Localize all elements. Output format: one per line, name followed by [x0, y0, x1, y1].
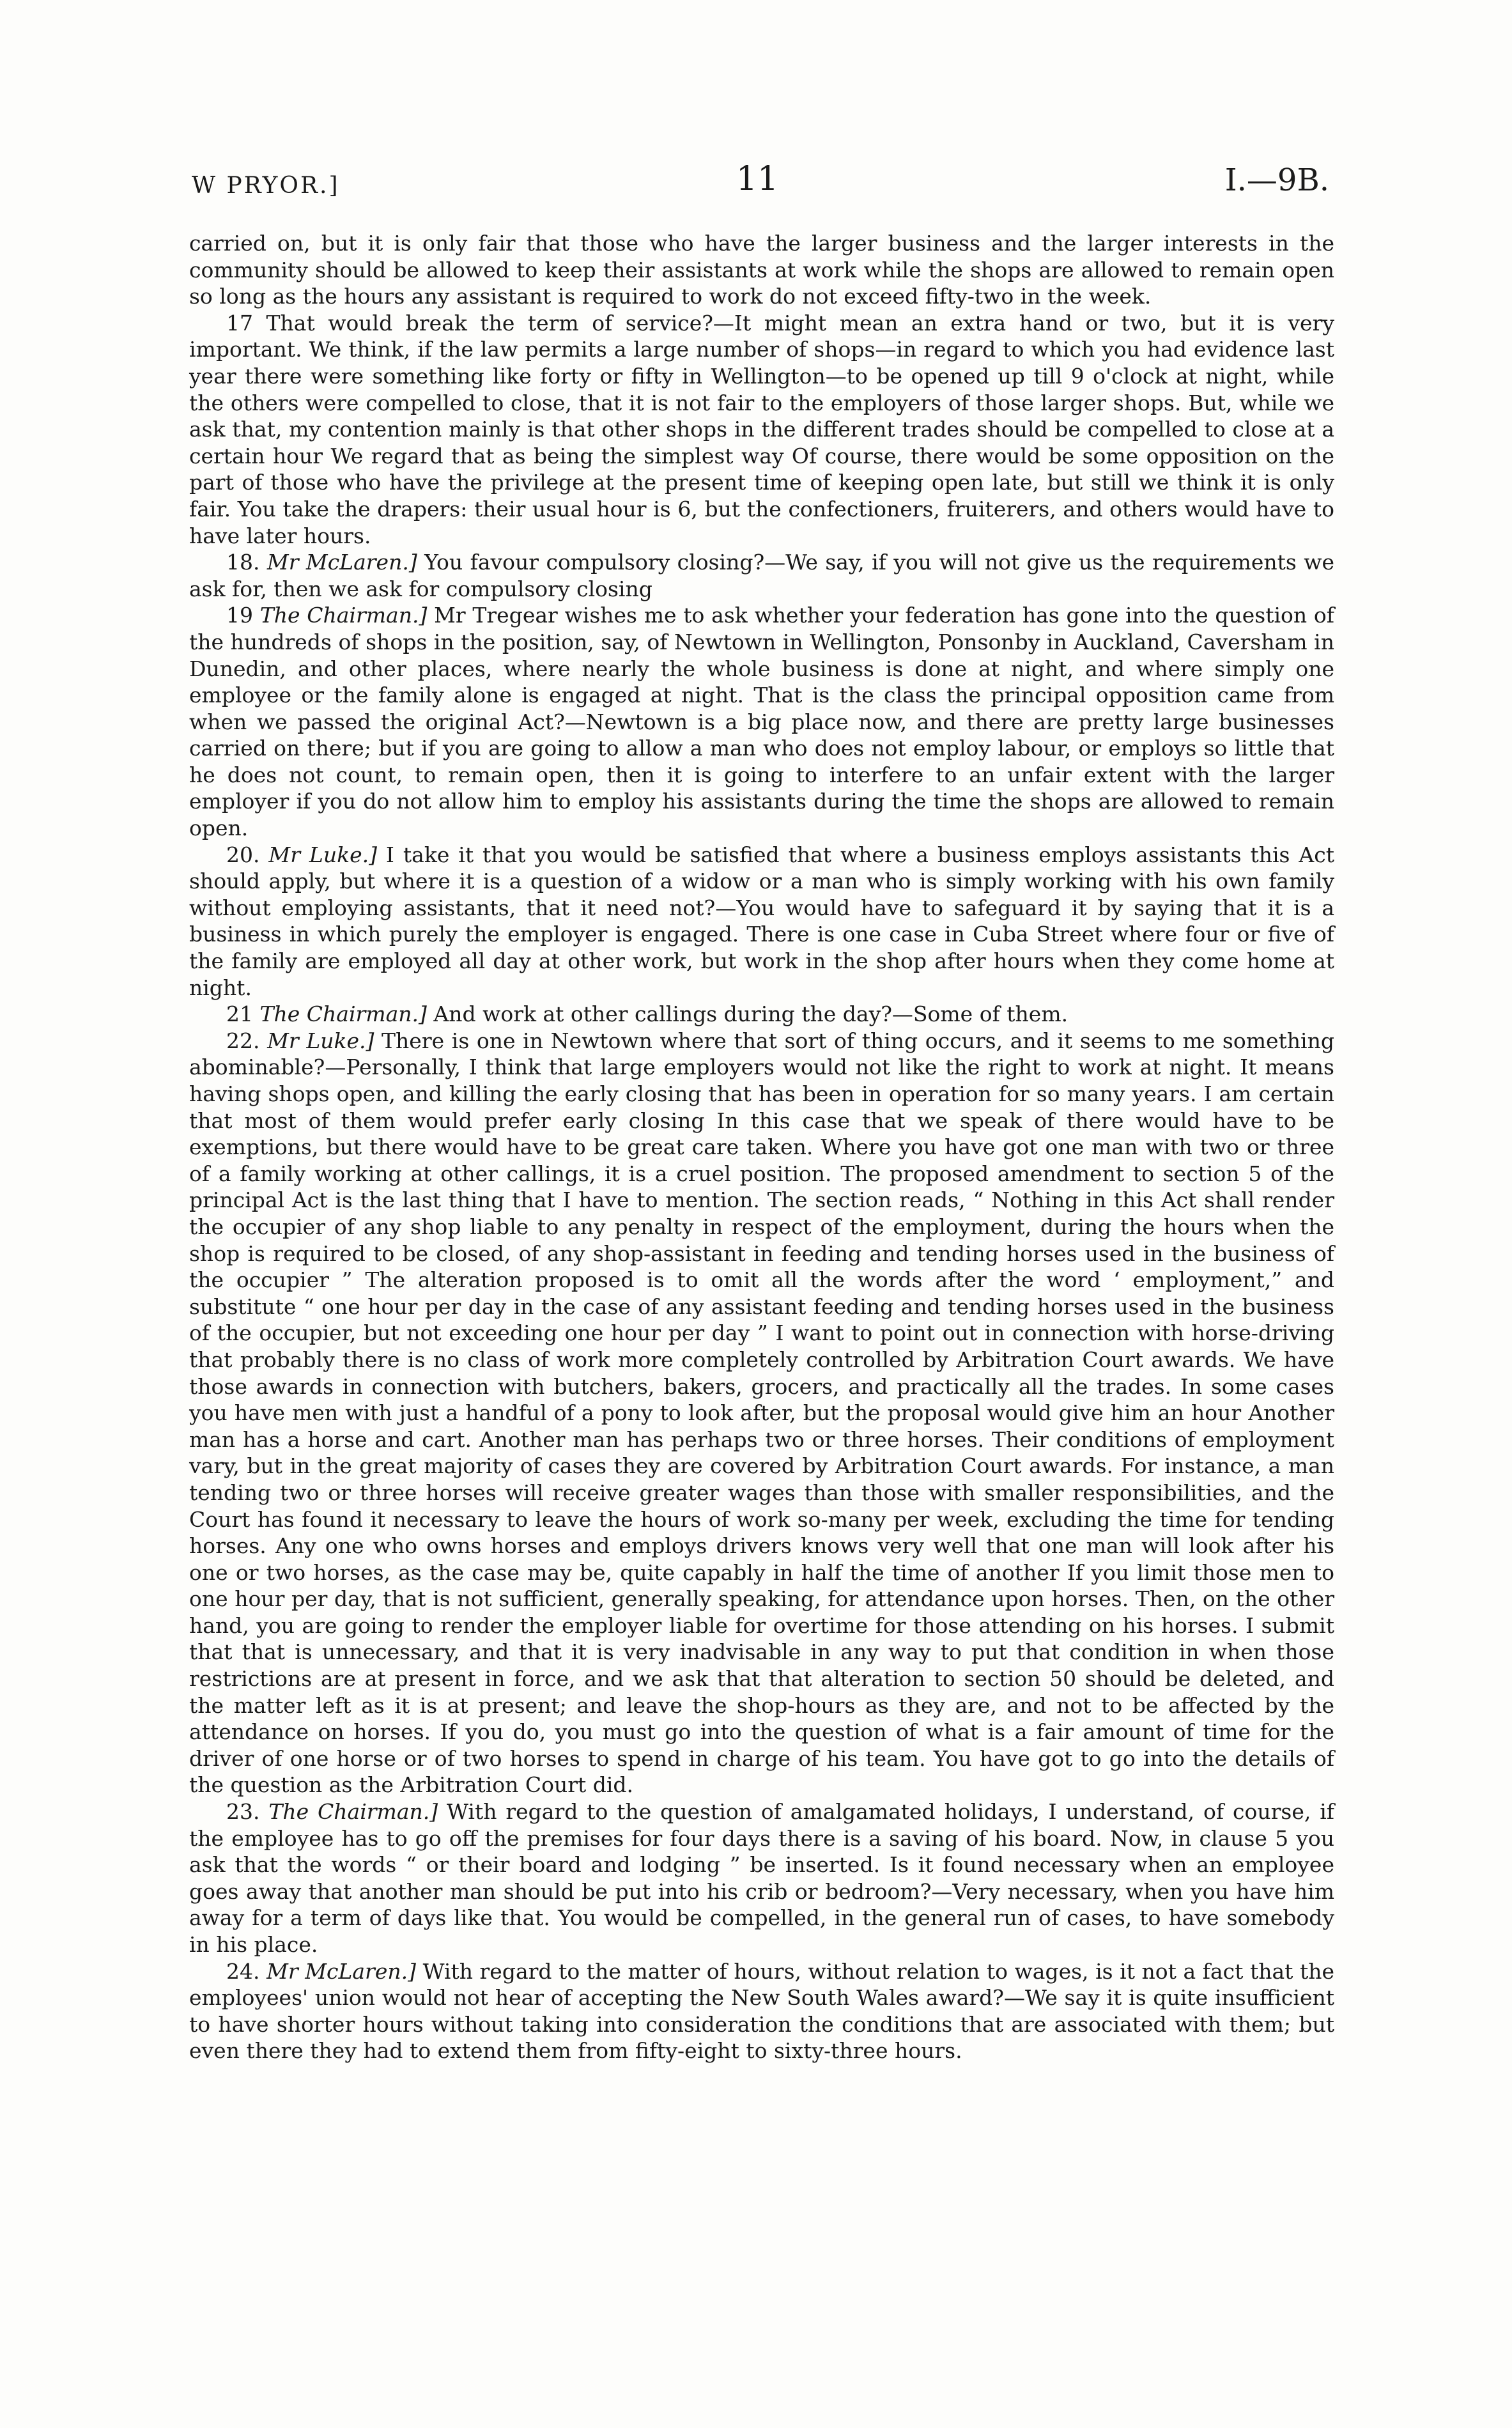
speaker-name: The Chairman.]	[268, 1799, 438, 1825]
speaker-name: Mr McLaren.]	[266, 550, 417, 575]
question-23	[189, 1798, 1334, 1958]
paragraph-text: And work at other callings during the day?—Some of them.	[433, 1001, 1068, 1027]
witness-name: W PRYOR.]	[192, 173, 340, 199]
question-22	[189, 1028, 1334, 1798]
question-number: 17	[226, 310, 253, 336]
paragraph-continuation	[189, 230, 1334, 310]
question-number: 20.	[226, 842, 260, 867]
paragraph-text: That would break the term of service?—It might mean an extra hand or two, but it is very important. We think, if the law permits a large number of shops—in regard to which you had evidence last year there were something like forty or fifty in Wellington—to be opened up till 9 o'clock at night, while the others were compelled to close, that it is not fair to the employers of those larger shops. But, while we ask that, my contention mainly is that other shops in the different trades should be compelled to close at a certain hour We regard that as being the simplest way Of course, there would be some opposition on the part of those who have the privilege at the present time of keeping open late, but still we think it is only fair. You take the drapers: their usual hour is 6, but the confectioners, fruiterers, and others would have to have later hours.	[189, 310, 1334, 548]
speaker-name: The Chairman.]	[259, 1001, 427, 1027]
speaker-name: Mr Luke.]	[268, 842, 377, 867]
question-number: 22.	[226, 1028, 260, 1053]
page-number: 11	[736, 160, 779, 198]
question-number: 18.	[226, 550, 260, 575]
speaker-name: Mr McLaren.]	[266, 1958, 416, 1984]
paragraph-text: With regard to the question of amalgamated holidays, I understand, of course, if the employee has to go off the premises for four days there is a saving of his board. Now, in clause 5 you ask that the words “ or their board and lodging ” be inserted. Is it found necessary when an employee goes away that another man should be put into his crib or bedroom?—Very necessary, when you have him away for a term of days like that. You would be compelled, in the general run of cases, to have somebody in his place.	[189, 1799, 1334, 1957]
speaker-name: Mr Luke.]	[267, 1028, 374, 1053]
paragraph-text: Mr Tregear wishes me to ask whether your federation has gone into the question of the hundreds of shops in the position, say, of Newtown in Wellington, Ponsonby in Auckland, Caversham in Dunedin, and other places, where nearly the whole business is done at night, and where simply one employee or the family alone is engaged at night. That is the class the principal opposition came from when we passed the original Act?—Newtown is a big place now, and there are pretty large businesses carried on there; but if you are going to allow a man who does not employ labour, or employs so little that he does not count, to remain open, then it is going to interfere to an unfair extent with the larger employer if you do not allow him to employ his assistants during the time the shops are allowed to remain open.	[189, 603, 1334, 841]
question-number: 19	[226, 603, 253, 628]
paragraph-text: I take it that you would be satisfied that where a business employs assistants this Act should apply, but where it is a question of a widow or a man who is simply working with his own family without employing assistants, that it need not?—You would have to safeguard it by saying that it is a business in which purely the employer is engaged. There is one case in Cuba Street where four or five of the family are employed all day at other work, but work in the shop after hours when they come home at night.	[189, 842, 1334, 1000]
question-20	[189, 842, 1334, 1001]
paragraph-text: You favour compulsory closing?—We say, if you will not give us the requirements we ask for, then we ask for compulsory closing	[189, 550, 1335, 601]
paragraph-text: There is one in Newtown where that sort of thing occurs, and it seems to me something abominable?—Personally, I think that large employers would not like the right to work at night. It means having shops open, and killing the early closing that has been in operation for so many years. I am certain that most of them would prefer early closing In this case that we speak of there would have to be exemptions, but there would have to be great care taken. Where you have got one man with two or three of a family working at other callings, it is a cruel position. The proposed amendment to section 5 of the principal Act is the last thing that I have to mention. The section reads, “ Nothing in this Act shall render the occupier of any shop liable to any penalty in respect of the employment, during the hours when the shop is required to be closed, of any shop-assistant in feeding and tending horses used in the business of the occupier ” The alteration proposed is to omit all the words after the word ‘ employment,” and substitute “ one hour per day in the case of any assistant feeding and tending horses used in the business of the occupier, but not exceeding one hour per day ” I want to point out in connection with horse-driving that probably there is no class of work more completely controlled by Arbitration Court awards. We have those awards in connection with butchers, bakers, grocers, and practically all the trades. In some cases you have men with just a handful of a pony to look after, but the proposal would give him an hour Another man has a horse and cart. Another man has perhaps two or three horses. Their conditions of employment vary, but in the great majority of cases they are covered by Arbitration Court awards. For instance, a man tending two or three horses will receive greater wages than those with smaller responsibilities, and the Court has found it necessary to leave the hours of work so-many per week, excluding the time for tending horses. Any one who owns horses and employs drivers knows very well that one man will look after his one or two horses, as the case may be, quite capably in half the time of another If you limit those men to one hour per day, that is not sufficient, generally speaking, for attendance upon horses. Then, on the other hand, you are going to render the employer liable for overtime for those attending on his horses. I submit that that is unnecessary, and that it is very inadvisable in any way to put that condition in when those restrictions are at present in force, and we ask that that alteration to section 50 should be deleted, and the matter left as it is at present; and leave the shop-hours as they are, and not to be affected by the attendance on horses. If you do, you must go into the question of what is a fair amount of time for the driver of one horse or of two horses to spend in charge of his team. You have got to go into the details of the question as the Arbitration Court did.	[189, 1028, 1334, 1798]
question-17	[189, 310, 1334, 549]
page-header	[185, 160, 1329, 205]
paragraph-text: carried on, but it is only fair that those who have the larger business and the larger interests in the community should be allowed to keep their assistants at work while the shops are allowed to remain open so long as the hours any assistant is required to work do not exceed fifty-two in the week.	[189, 231, 1334, 309]
speaker-name: The Chairman.]	[259, 603, 428, 628]
question-19	[189, 602, 1334, 841]
question-24	[189, 1958, 1334, 2064]
paragraph-text: With regard to the matter of hours, without relation to wages, is it not a fact that the employees' union would not hear of accepting the New South Wales award?—We say it is quite insufficient to have shorter hours without taking into consideration the conditions that are associated with them; but even there they had to extend them from fifty-eight to sixty-three hours.	[189, 1958, 1335, 2064]
document-reference: I.—9B.	[1224, 162, 1329, 198]
question-number: 24.	[226, 1958, 260, 1984]
evidence-text	[189, 230, 1334, 2064]
question-18	[189, 549, 1334, 602]
question-21	[189, 1001, 1334, 1028]
question-number: 21	[226, 1001, 253, 1027]
question-number: 23.	[226, 1799, 260, 1825]
